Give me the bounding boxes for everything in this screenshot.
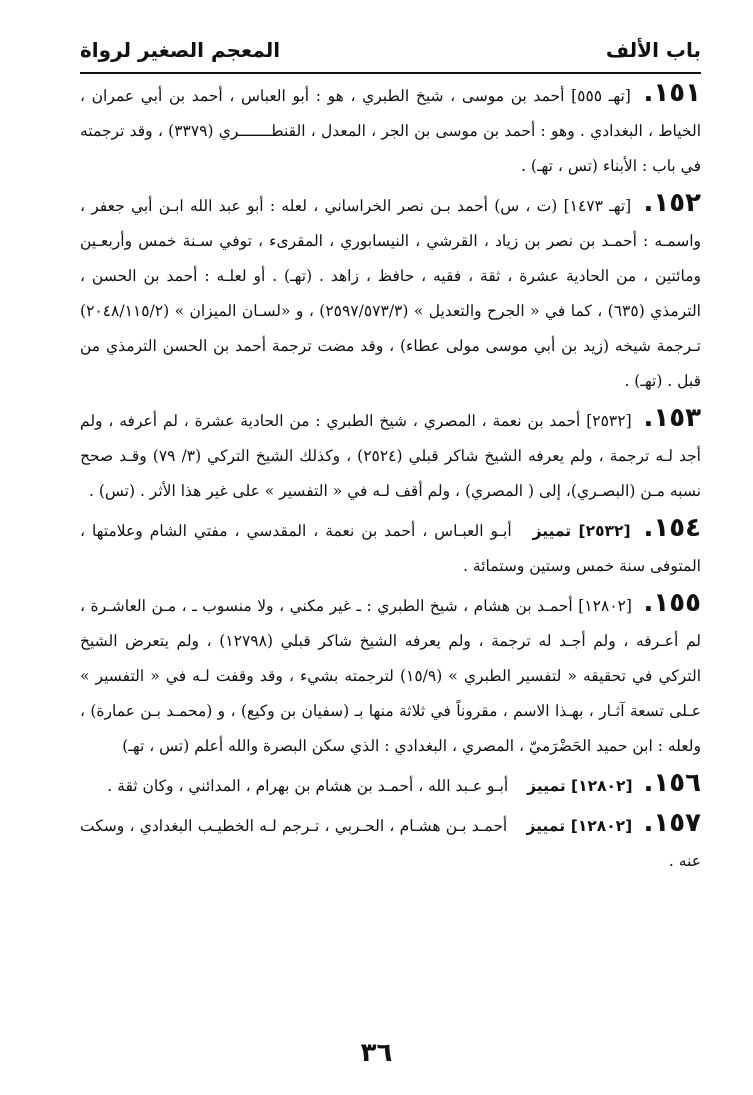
entry-number: ١٥٧.	[643, 808, 701, 838]
tamyiz-label: [١٢٨٠٢] تمييز	[527, 777, 633, 795]
entry-number: ١٥١.	[643, 78, 701, 108]
entry-text: [٢٥٣٢] أحمد بن نعمة ، المصري ، شيخ الطبري : من الحادية عشرة ، لم أعرفه ، ولم أجد لـه ترجمة ، ولم يعرفه الشيخ شاكر قبلي (٢٥٢٤) ، وكذلك الشيخ التركي (٣/ ٧٩) وقـد صحح نسبه مـن (البصـري)، إلى ( المصري) ، ولم أقف لـه في « التفسير » على غير هذا الأثر . (تس) .	[80, 412, 701, 500]
entry-155	[80, 586, 701, 764]
tamyiz-label: [٢٥٣٢] تمييز	[532, 522, 631, 540]
entry-154	[80, 511, 701, 584]
page-header	[80, 28, 701, 74]
entry-text: [تهـ ٥٥٥] أحمد بن موسى ، شيخ الطبري ، هو : أبو العباس ، أحمد بن أبي عمران ، الخياط ، البغدادي . وهو : أحمد بن موسى بن الجر ، المعدل ، القنطـــــــري (٣٣٧٩) ، وقد ترجمته في باب : الأبناء (تس ، تهـ) .	[80, 87, 701, 175]
entry-text: [تهـ ١٤٧٣] (ت ، س) أحمد بـن نصر الخراساني ، لعله : أبو عبد الله ابـن أبي جعفر ، واسمـه : أحمـد بن نصر بن زياد ، القرشي ، النيسابوري ، المقرىء ، توفي سـنة خمس وأربعـين ومائتين ، من الحادية عشرة ، ثقة ، فقيه ، حافظ ، زاهد . (تهـ) . أو لعلـه : أحمد بن الحسن ، الترمذي (٦٣٥) ، كما في « الجرح والتعديل » (٢٥٩٧/٥٧٣/٣) ، و «لسـان الميزان » (٢٠٤٨/١١٥/٢) تـرجمة شيخه (زيد بن أبي موسى مولى عطاء) ، وقد مضت ترجمة أحمد بن الحسن الترمذي من قبل . (تهـ) .	[80, 197, 701, 390]
tamyiz-label: [١٢٨٠٢] تمييز	[526, 817, 633, 835]
entry-number: ١٥٥.	[643, 588, 701, 618]
entry-text: [١٢٨٠٢] أحمـد بن هشام ، شيخ الطبري : ـ غير مكني ، ولا منسوب ـ ، مـن العاشـرة ، لم أعـرفه ، ولم أجـد له ترجمة ، ولم يعرفه الشيخ شاكر قبلي (١٢٧٩٨) ، ولم يتعرض الشيخ التركي في تحقيقه « لتفسير الطبري » (١٥/٩) لترجمته بشيء ، وقد وقفت لـه في « التفسير » عـلى تسعة آثـار ، بهـذا الاسم ، مقروناً في ثلاثة منها بـ (سفيان بن وكيع) ، و (محمـد بـن عمارة) ، ولعله : ابن حميد الحَضْرَميّ ، المصري ، البغدادي : الذي سكن البصرة والله أعلم (تس ، تهـ)	[80, 597, 702, 755]
page-body	[80, 76, 701, 879]
entry-151	[80, 76, 701, 184]
entry-text: أحمـد بـن هشـام ، الحـربي ، تـرجم لـه الخطيـب البغدادي ، وسكت عنه .	[80, 817, 701, 870]
chapter-title: باب الألف	[605, 38, 701, 62]
entry-text: أبـو العبـاس ، أحمد بن نعمة ، المقدسي ، مفتي الشام وعلامتها ، المتوفى سنة خمس وستين وستمائة .	[80, 522, 701, 575]
entry-156	[80, 766, 701, 804]
entry-153	[80, 401, 701, 509]
entry-number: ١٥٤.	[643, 513, 701, 543]
entry-157	[80, 806, 701, 879]
entry-number: ١٥٣.	[643, 403, 701, 433]
book-title: المعجم الصغير لرواة	[80, 38, 281, 62]
entry-number: ١٥٢.	[643, 188, 701, 218]
entry-number: ١٥٦.	[643, 768, 701, 798]
entry-text: أبـو عـبد الله ، أحمـد بن هشام بن بهرام ، المدائني ، وكان ثقة .	[107, 777, 509, 795]
entry-152	[80, 186, 701, 399]
page-number: ٣٦	[360, 1038, 393, 1068]
